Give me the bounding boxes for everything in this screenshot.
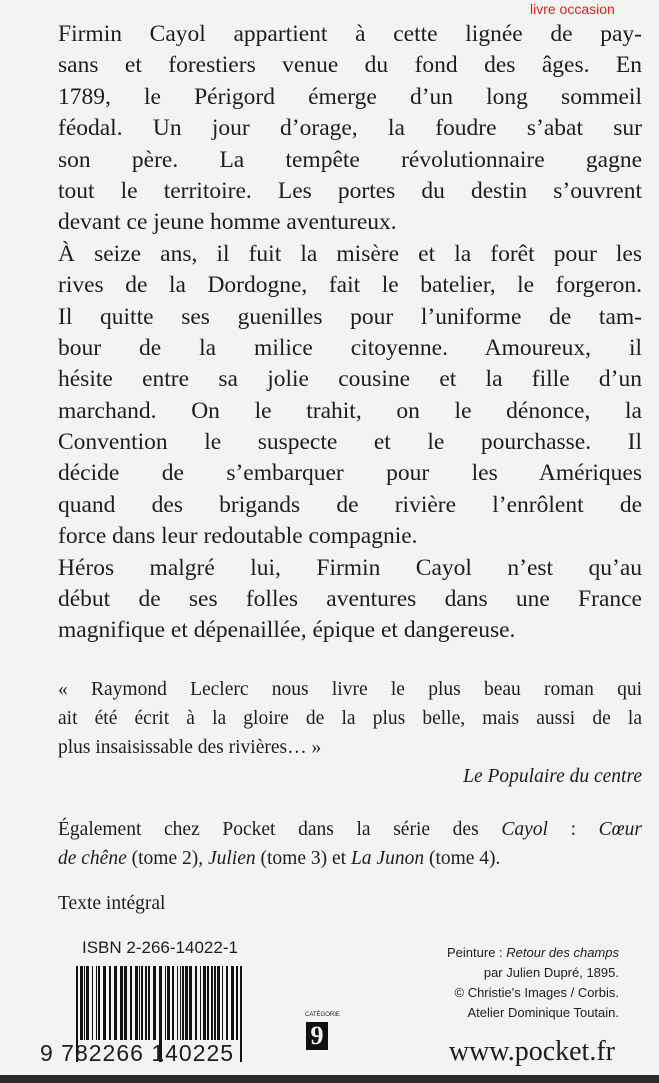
text-line: début de ses folles aventures dans une France — [58, 586, 642, 613]
text: Peinture : — [447, 945, 507, 960]
barcode-number: 9 782266 140225 — [40, 1040, 235, 1066]
text-line: quand des brigands de rivière l’enrôlent de — [58, 491, 642, 518]
text-line: 1789, le Périgord émerge d’un long sommeil — [58, 83, 642, 110]
text: par Julien Dupré, 1895. — [483, 965, 619, 980]
title: de chêne — [58, 848, 127, 869]
text: : — [547, 819, 599, 840]
text-line: À seize ans, il fuit la misère et la forêt pour les — [58, 240, 642, 267]
barcode-bar — [84, 966, 85, 1040]
barcode-bar — [200, 966, 201, 1040]
text-line: marchand. On le trahit, on le dénonce, la — [58, 397, 642, 424]
barcode-bar — [203, 966, 206, 1040]
press-quote — [58, 675, 642, 791]
text-line: « Raymond Leclerc nous livre le plus beau roman qui — [58, 679, 642, 700]
barcode-bar — [141, 966, 143, 1040]
image-credits — [447, 943, 619, 1023]
barcode-bar — [185, 966, 188, 1040]
text-line: Héros malgré lui, Firmin Cayol n’est qu’au — [58, 554, 642, 581]
barcode-bar — [182, 966, 184, 1040]
watermark: livre occasion — [530, 1, 615, 17]
isbn: ISBN 2-266-14022-1 — [82, 938, 238, 957]
painting-title: Retour des champs — [506, 945, 619, 960]
text-line: décide de s’embarquer pour les Amériques — [58, 460, 642, 487]
barcode-bar — [214, 966, 216, 1040]
text-line: ait été écrit à la gloire de la plus belle, mais aussi de la — [58, 708, 642, 729]
text-line: bour de la milice citoyenne. Amoureux, il — [58, 334, 642, 361]
barcode-bar — [145, 966, 147, 1040]
barcode-bar — [172, 966, 174, 1040]
barcode-bar — [207, 966, 209, 1040]
barcode-bar — [114, 966, 117, 1040]
barcode-bar — [195, 966, 197, 1040]
barcode-bar — [96, 966, 97, 1040]
title: Cœur — [598, 819, 642, 840]
title: La Junon — [350, 848, 425, 869]
blurb — [58, 19, 642, 647]
text-line: devant ce jeune homme aventureux. — [58, 209, 397, 236]
barcode-bar — [177, 966, 178, 1040]
barcode-bar — [211, 966, 213, 1040]
barcode-bar — [109, 966, 111, 1040]
text-line: tout le territoire. Les portes du destin s’ouvrent — [58, 177, 642, 204]
barcode-bar — [167, 966, 170, 1040]
barcode-bar — [130, 966, 132, 1040]
barcode-bar — [92, 966, 93, 1040]
barcode-bar — [217, 966, 220, 1040]
text: (tome 4). — [424, 848, 501, 869]
text-line: son père. La tempête révolutionnaire gagne — [58, 146, 642, 173]
barcode-bar — [124, 966, 127, 1040]
category-label: CATÉGORIE — [305, 1012, 340, 1018]
text: © Christie's Images / Corbis. — [454, 985, 619, 1000]
text-line: rives de la Dordogne, fait le batelier, le forgeron. — [58, 272, 642, 299]
barcode-bar — [103, 966, 106, 1040]
text: Atelier Dominique Toutain. — [467, 1005, 619, 1020]
blurb-paragraph-1 — [58, 19, 642, 239]
title: Cayol — [501, 819, 548, 840]
category-value: 9 — [306, 1022, 328, 1050]
publisher-url: www.pocket.fr — [448, 1036, 615, 1067]
barcode-bar — [226, 966, 228, 1040]
barcode-bar — [86, 966, 89, 1040]
barcode-bar — [222, 966, 223, 1040]
text: Également chez Pocket dans la série des — [58, 819, 502, 840]
barcode-bar — [98, 966, 100, 1040]
text-line: magnifique et dépenaillée, épique et dangereuse. — [58, 617, 516, 644]
quote-source: Le Populaire du centre — [463, 766, 642, 787]
barcode-bar — [80, 966, 83, 1040]
bottom-edge — [0, 1075, 659, 1083]
barcode-bar — [189, 966, 192, 1040]
edition-note: Texte intégral — [58, 893, 166, 914]
text-line: plus insaisissable des rivières… » — [58, 737, 322, 758]
text: (tome 2), — [126, 848, 208, 869]
text-line: force dans leur redoutable compagnie. — [58, 523, 418, 550]
text-line: hésite entre sa jolie cousine et la fille d’un — [58, 366, 642, 393]
text: (tome 3) et — [255, 848, 351, 869]
barcode-bar — [165, 966, 166, 1040]
barcode-bar — [231, 966, 234, 1040]
text-line: Firmin Cayol appartient à cette lignée de pay- — [58, 21, 642, 47]
title: Julien — [207, 848, 256, 869]
barcode-bar — [148, 966, 150, 1040]
barcode-bar — [120, 966, 123, 1040]
barcode-bar — [180, 966, 181, 1040]
barcode-bar — [153, 966, 156, 1040]
text-line: Il quitte ses guenilles pour l’uniforme de tam- — [58, 303, 642, 330]
barcode-bar — [240, 966, 242, 1062]
blurb-paragraph-3 — [58, 553, 642, 647]
text-line: féodal. Un jour d’orage, la foudre s’abat sur — [58, 115, 642, 142]
barcode-bar — [236, 966, 238, 1040]
barcode-bar — [139, 966, 140, 1040]
series-note — [58, 815, 642, 873]
blurb-paragraph-2 — [58, 239, 642, 553]
text-line: sans et forestiers venue du fond des âges. En — [58, 52, 642, 79]
barcode-bar — [135, 966, 138, 1040]
text-line: Convention le suspecte et le pourchasse. Il — [58, 429, 642, 456]
